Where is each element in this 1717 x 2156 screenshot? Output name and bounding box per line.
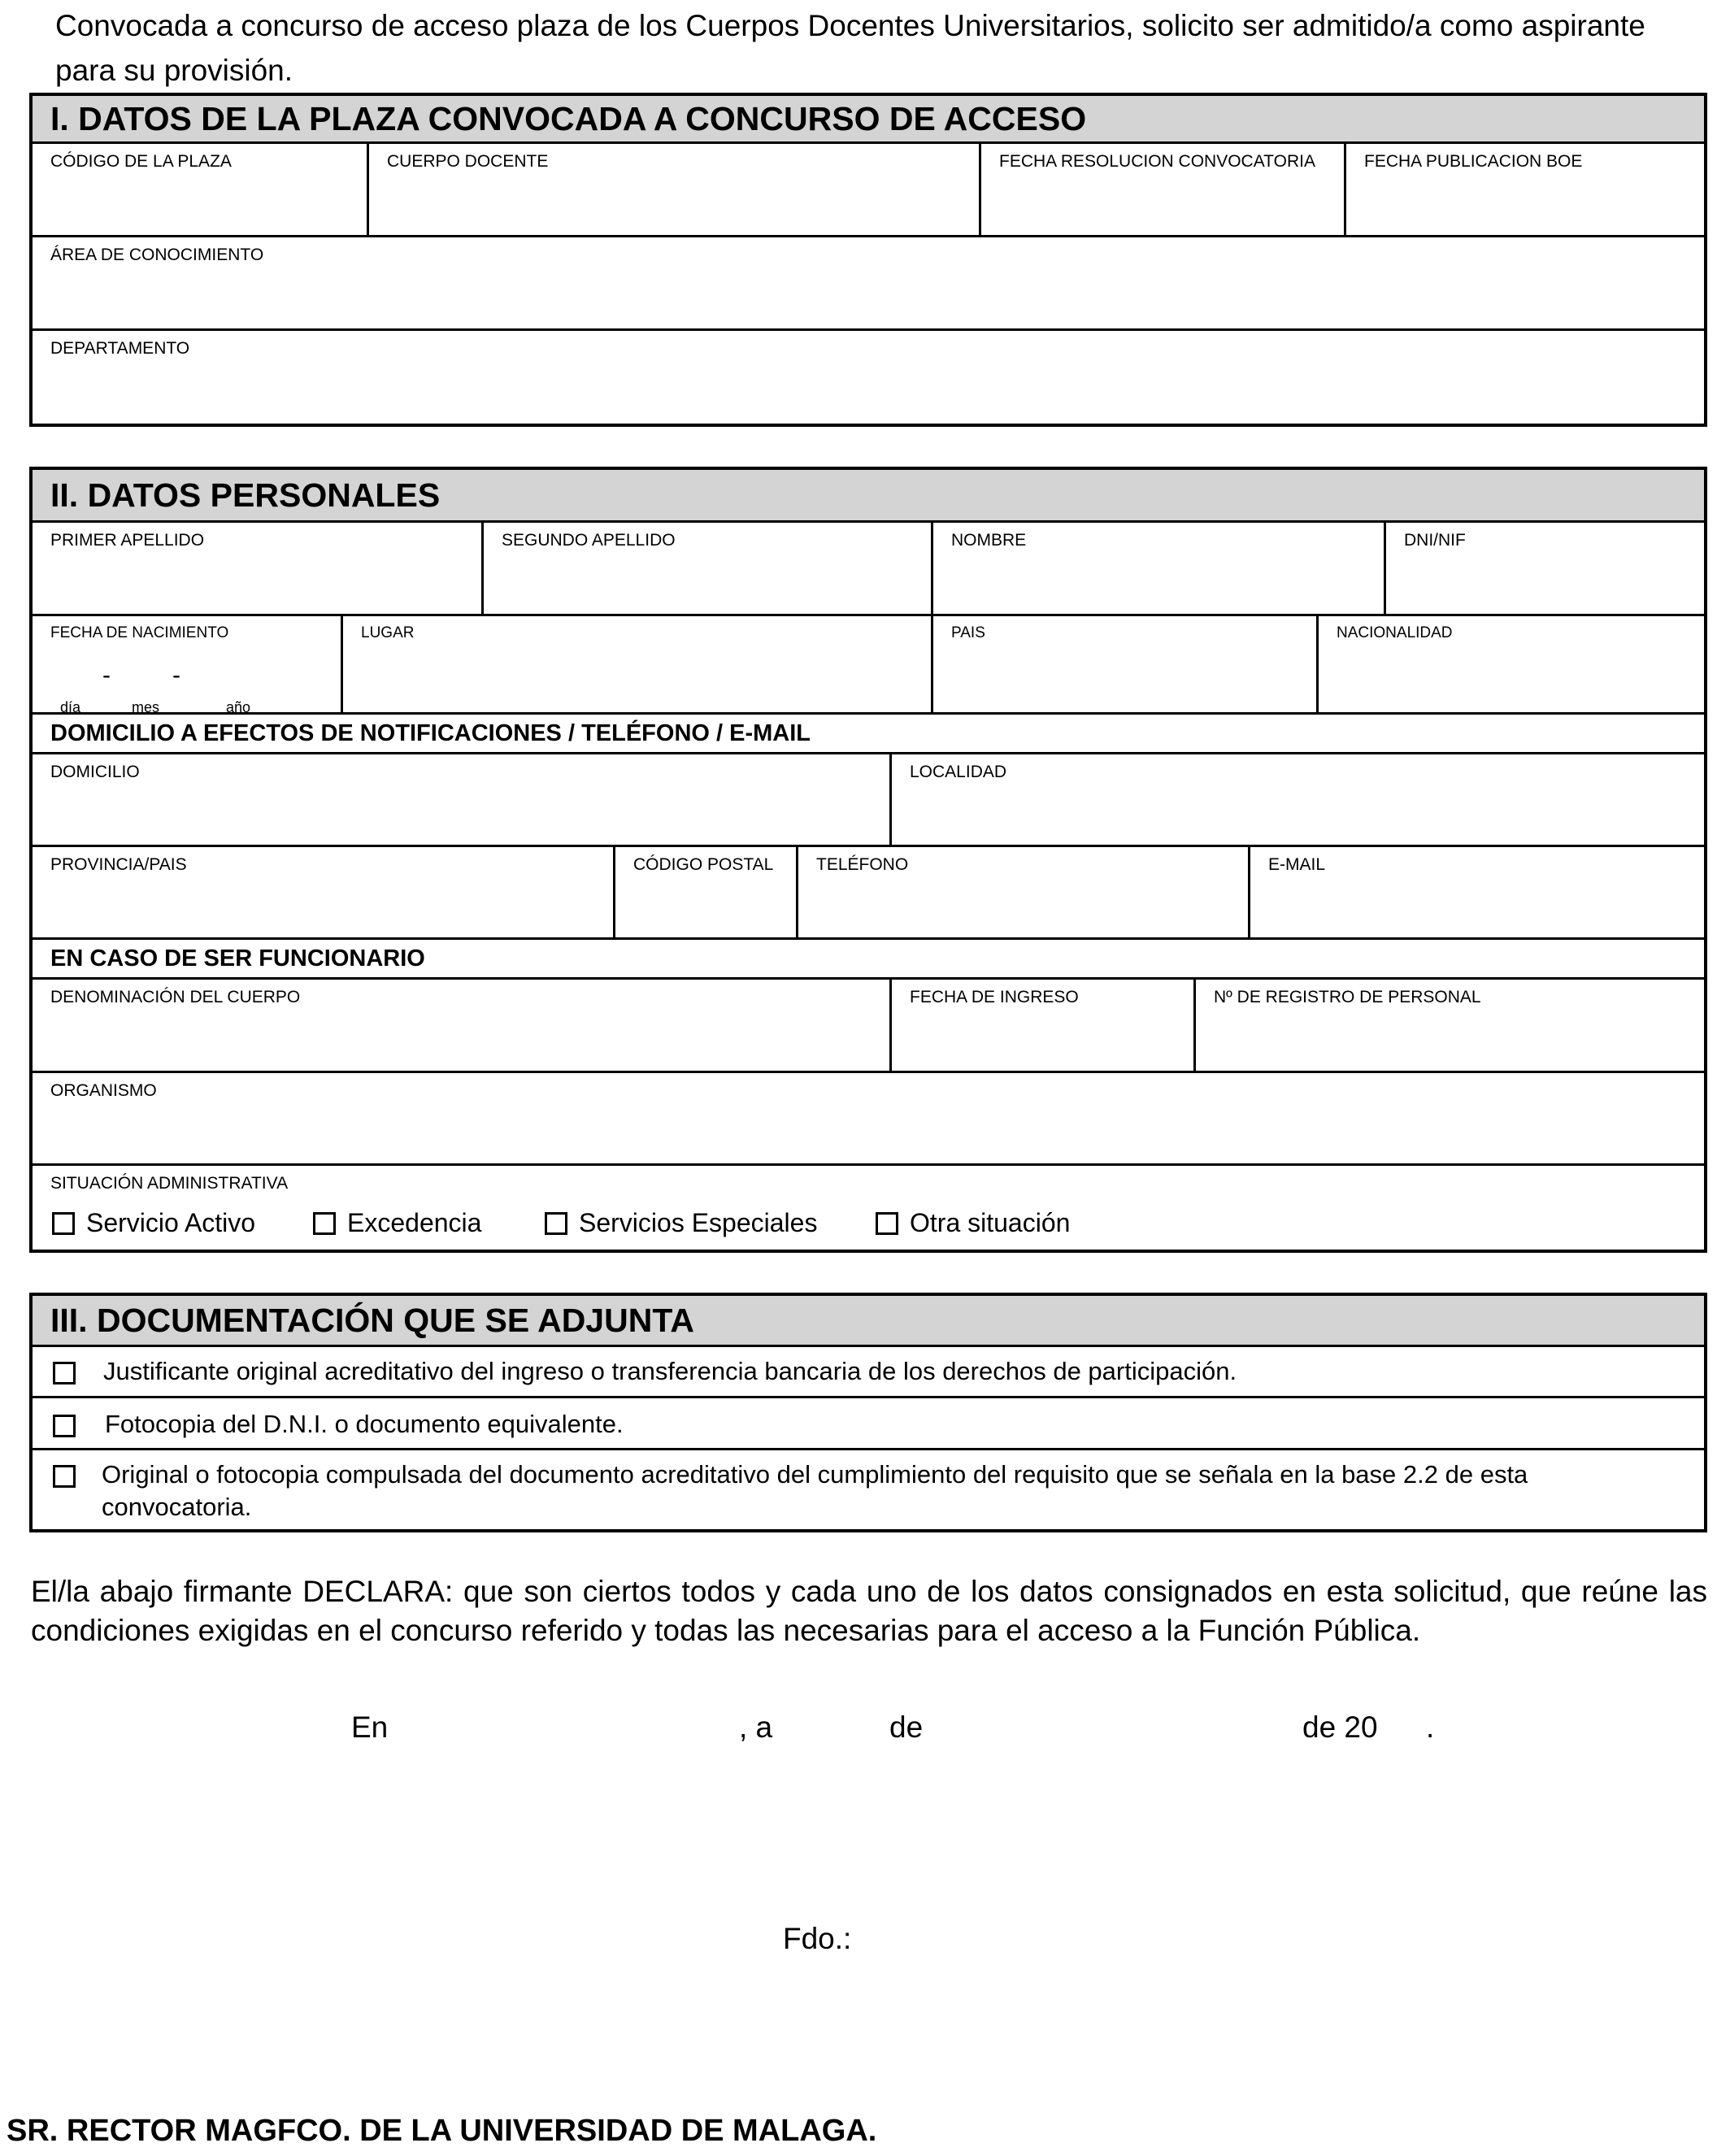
fecha-boe-field[interactable] (1346, 144, 1704, 235)
personales-row-1 (33, 523, 1704, 616)
cuerpo-docente-label: CUERPO DOCENTE (387, 152, 549, 171)
justificante-checkbox[interactable] (53, 1362, 76, 1384)
excedencia-label: Excedencia (347, 1208, 482, 1237)
otra-situacion-checkbox[interactable] (876, 1212, 898, 1235)
de20-label: de 20 (1302, 1710, 1378, 1744)
localidad-label: LOCALIDAD (910, 763, 1007, 781)
codigo-postal-label: CÓDIGO POSTAL (633, 855, 774, 874)
lugar-field[interactable] (343, 616, 933, 712)
servicio-activo-option[interactable] (52, 1208, 255, 1238)
doc-item-requisito[interactable] (33, 1450, 1704, 1529)
lugar-label: LUGAR (361, 624, 415, 641)
situacion-row (33, 1166, 1704, 1250)
pais-field[interactable] (933, 616, 1319, 712)
otra-situacion-label: Otra situación (910, 1208, 1071, 1237)
declaracion-text: El/la abajo firmante DECLARA: que son ciertos todos y cada uno de los datos consignados en esta solicitud, que reúne las condiciones exigidas en el concurso referido y todas las necesarias para el acceso a la Función Pública. (31, 1575, 1707, 1647)
dni-field[interactable] (1386, 523, 1704, 614)
servicios-especiales-option[interactable] (545, 1208, 817, 1238)
fecha-ingreso-field[interactable] (892, 980, 1196, 1071)
de-label: de (889, 1710, 924, 1744)
domicilio-row-2 (33, 847, 1704, 940)
intro-text: Convocada a concurso de acceso plaza de los Cuerpos Docentes Universitarios, solicito ser admitido/a como aspirante para su provisión. (55, 9, 1645, 87)
denominacion-cuerpo-label: DENOMINACIÓN DEL CUERPO (50, 988, 301, 1006)
fecha-nacimiento-label: FECHA DE NACIMIENTO (50, 624, 229, 641)
servicios-especiales-checkbox[interactable] (545, 1212, 567, 1235)
fecha-ingreso-label: FECHA DE INGRESO (910, 988, 1079, 1006)
fecha-boe-label: FECHA PUBLICACION BOE (1364, 152, 1583, 171)
fecha-resolucion-label: FECHA RESOLUCION CONVOCATORIA (999, 152, 1315, 171)
personales-row-2 (33, 616, 1704, 715)
section-datos-personales-title: II. DATOS PERSONALES (33, 470, 1704, 523)
dni-copy-label: Fotocopia del D.N.I. o documento equivalente. (105, 1410, 624, 1438)
email-label: E-MAIL (1268, 855, 1326, 874)
section-documentacion (29, 1293, 1707, 1532)
justificante-label: Justificante original acreditativo del ingreso o transferencia bancaria de los derechos de participación. (103, 1357, 1237, 1385)
domicilio-field[interactable] (33, 754, 892, 845)
plaza-row-1 (33, 144, 1704, 237)
departamento-field[interactable] (33, 331, 1704, 424)
en-label: En (351, 1710, 389, 1744)
requisito-checkbox[interactable] (53, 1465, 76, 1488)
cuerpo-docente-field[interactable] (369, 144, 981, 235)
section-plaza-title: I. DATOS DE LA PLAZA CONVOCADA A CONCURSO DE ACCESO (33, 96, 1704, 144)
segundo-apellido-field[interactable] (484, 523, 933, 614)
plaza-row-2 (33, 237, 1704, 331)
codigo-postal-field[interactable] (615, 847, 798, 937)
situacion-administrativa-label: SITUACIÓN ADMINISTRATIVA (50, 1174, 289, 1193)
telefono-field[interactable] (798, 847, 1250, 937)
firma-label: Fdo.: (783, 1922, 852, 1955)
provincia-label: PROVINCIA/PAIS (50, 855, 187, 874)
nombre-field[interactable] (933, 523, 1386, 614)
domicilio-row-1 (33, 754, 1704, 847)
codigo-plaza-field[interactable] (33, 144, 369, 235)
funcionario-row-2 (33, 1073, 1704, 1166)
codigo-plaza-label: CÓDIGO DE LA PLAZA (50, 152, 232, 171)
dia-label: día (60, 699, 81, 715)
pais-label: PAIS (951, 624, 985, 641)
domicilio-header: DOMICILIO A EFECTOS DE NOTIFICACIONES / TELÉFONO / E-MAIL (33, 715, 1704, 754)
servicio-activo-checkbox[interactable] (52, 1212, 75, 1235)
fecha-resolucion-field[interactable] (981, 144, 1346, 235)
primer-apellido-field[interactable] (33, 523, 484, 614)
departamento-label: DEPARTAMENTO (50, 339, 190, 358)
servicio-activo-label: Servicio Activo (86, 1208, 256, 1237)
denominacion-cuerpo-field[interactable] (33, 980, 892, 1071)
destinatario-text: SR. RECTOR MAGFCO. DE LA UNIVERSIDAD DE MALAGA. (7, 2114, 877, 2148)
fecha-separator-1: - (102, 662, 111, 689)
nacionalidad-label: NACIONALIDAD (1337, 624, 1453, 641)
telefono-label: TELÉFONO (816, 855, 909, 874)
plaza-row-3 (33, 331, 1704, 424)
area-conocimiento-label: ÁREA DE CONOCIMIENTO (50, 246, 264, 264)
doc-item-dni[interactable] (33, 1398, 1704, 1450)
registro-personal-label: Nº DE REGISTRO DE PERSONAL (1214, 988, 1481, 1006)
excedencia-checkbox[interactable] (313, 1212, 336, 1235)
a-label: , a (739, 1710, 773, 1744)
fecha-separator-2: - (172, 662, 180, 689)
punto-label: . (1426, 1710, 1435, 1744)
nombre-label: NOMBRE (951, 531, 1027, 550)
primer-apellido-label: PRIMER APELLIDO (50, 531, 205, 550)
section-documentacion-title: III. DOCUMENTACIÓN QUE SE ADJUNTA (33, 1296, 1704, 1347)
localidad-field[interactable] (892, 754, 1704, 845)
organismo-field[interactable] (33, 1073, 1704, 1163)
segundo-apellido-label: SEGUNDO APELLIDO (502, 531, 676, 550)
registro-personal-field[interactable] (1196, 980, 1704, 1071)
fecha-nacimiento-field[interactable] (33, 616, 343, 715)
funcionario-row-1 (33, 980, 1704, 1073)
servicios-especiales-label: Servicios Especiales (579, 1208, 818, 1237)
situacion-administrativa-field (33, 1166, 1704, 1250)
domicilio-label: DOMICILIO (50, 763, 140, 781)
funcionario-header: EN CASO DE SER FUNCIONARIO (33, 940, 1704, 980)
anio-label: año (226, 699, 251, 715)
excedencia-option[interactable] (313, 1208, 481, 1238)
dni-copy-checkbox[interactable] (53, 1415, 76, 1437)
nacionalidad-field[interactable] (1319, 616, 1704, 712)
email-field[interactable] (1250, 847, 1704, 937)
section-plaza (29, 93, 1707, 427)
doc-item-justificante[interactable] (33, 1347, 1704, 1398)
mes-label: mes (132, 699, 160, 715)
section-datos-personales (29, 467, 1707, 1253)
organismo-label: ORGANISMO (50, 1081, 157, 1100)
area-conocimiento-field[interactable] (33, 237, 1704, 328)
dni-label: DNI/NIF (1404, 531, 1466, 550)
requisito-label: Original o fotocopia compulsada del documento acreditativo del cumplimiento del requisito que se señala en la base 2.2 de esta convocatoria. (102, 1460, 1528, 1521)
otra-situacion-option[interactable] (876, 1208, 1070, 1238)
provincia-field[interactable] (33, 847, 615, 937)
